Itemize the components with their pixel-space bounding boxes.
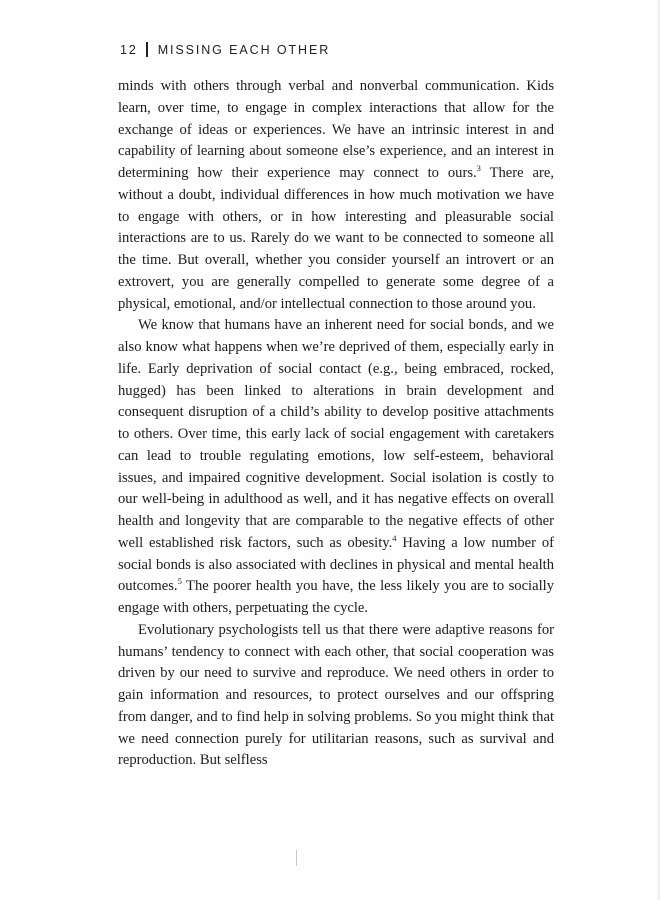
paragraph [118,76,554,315]
paragraph-text: Evolutionary psychologists tell us that there were adaptive reasons for humans’ tendency to connect with each other, that social cooperation was driven by our need to survive and reproduce. We need others in order to gain information and resources, to protect ourselves and our offspring from danger, and to find help in solving problems. So you might think that we need connection purely for utilitarian reasons, such as survival and reproduction. But selfless [118,621,554,769]
scan-artifact [296,850,297,866]
book-title: MISSING EACH OTHER [157,42,331,57]
footnote-marker: 3 [476,163,481,174]
page-edge-shadow [656,0,660,900]
paragraph [118,620,554,772]
body-text [118,76,554,772]
footnote-marker: 5 [177,576,182,587]
paragraph-text: Having a low number of social bonds is also associated with declines in physical and mental health outcomes. [118,534,555,595]
page-number: 12 [120,42,138,57]
paragraph-text: minds with others through verbal and nonverbal communication. Kids learn, over time, to engage in complex interactions that allow for the exchange of ideas or experiences. We have an intrinsic interest in and capability of learning about someone else’s experience, and an interest in determining how their experience may connect to ours. [118,78,554,181]
paragraph [118,315,554,620]
paragraph-text: The poorer health you have, the less likely you are to socially engage with others, perpetuating the cycle. [118,578,554,616]
paragraph-text: There are, without a doubt, individual differences in how much motivation we have to engage with others, or in how interesting and pleasurable social interactions are to us. Rarely do we want to be connected to someone all the time. But overall, whether you consider yourself an introvert or an extrovert, you are generally compelled to generate some degree of a physical, emotional, and/or intellectual connection to those around you. [118,165,554,312]
running-head [120,42,330,57]
header-separator [146,42,148,57]
paragraph-text: We know that humans have an inherent need for social bonds, and we also know what happens when we’re deprived of them, especially early in life. Early deprivation of social contact (e.g., being embraced, rocked, hugged) has been linked to alterations in brain development and consequent disruption of a child’s ability to develop positive attachments to others. Over time, this early lack of social engagement with caretakers can lead to trouble regulating emotions, low self-esteem, behavioral issues, and impaired cognitive development. Social isolation is costly to our well-being in adulthood as well, and it has negative effects on overall health and longevity that are comparable to the negative effects of other well established risk factors, such as obesity. [118,317,554,551]
footnote-marker: 4 [392,532,397,543]
